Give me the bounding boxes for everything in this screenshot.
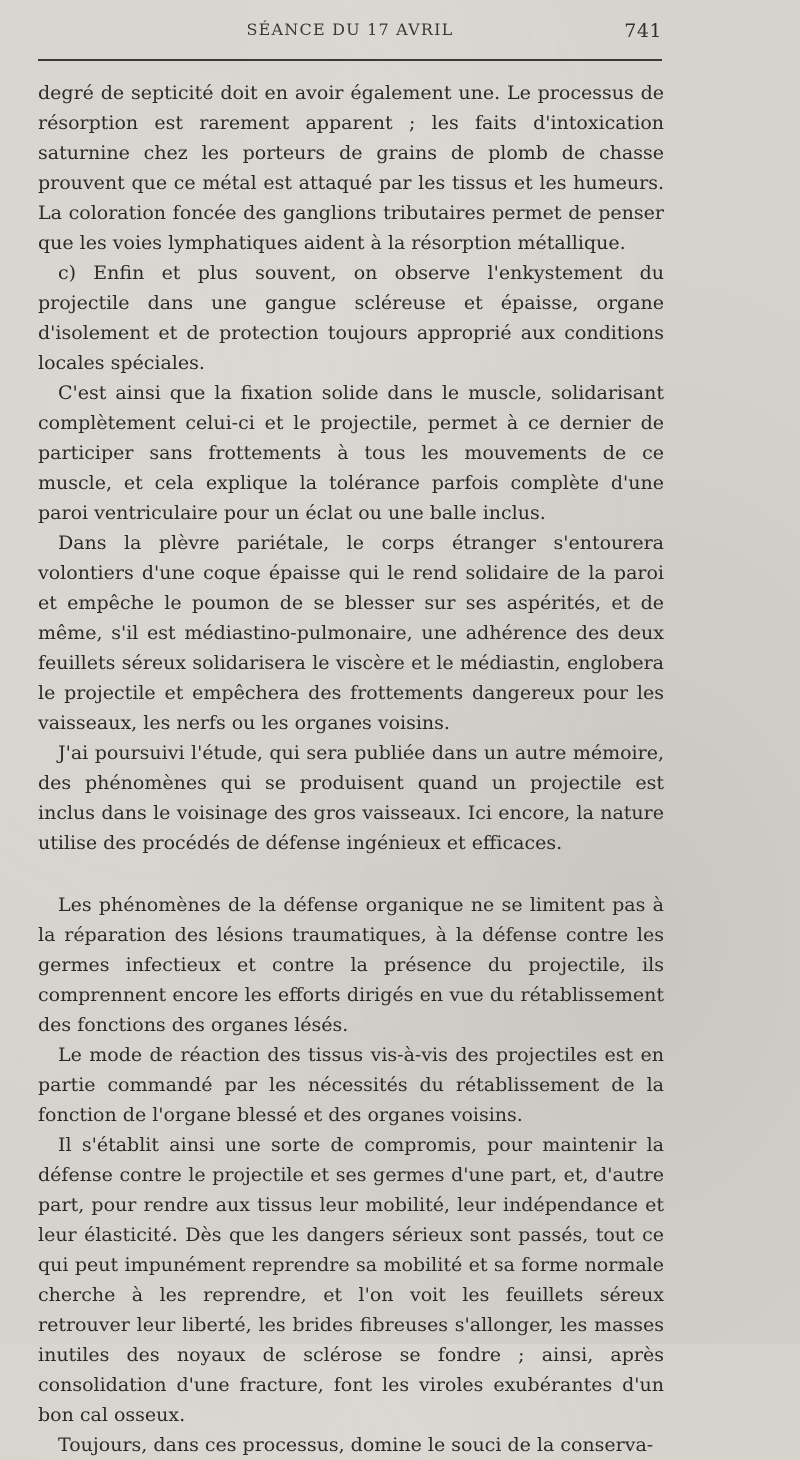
paragraph-6: Les phénomènes de la défense organique ne se limitent pas à la réparation des lésions traumatiques, à la défense contre les germes infectieux et contre la présence du projectile, ils comprennent encore les efforts dirigés en vue du rétablissement des fonctions des organes lésés. xyxy=(38,894,664,1036)
paragraph-1: degré de septicité doit en avoir également une. Le processus de résorption est rarement apparent ; les faits d'intoxication saturnine chez les porteurs de grains de plomb de chasse prouvent que ce métal est attaqué par les tissus et les humeurs. La coloration foncée des ganglions tributaires permet de penser que les voies lymphatiques aident à la résorption métallique. xyxy=(38,82,664,254)
paragraph-7: Le mode de réaction des tissus vis-à-vis des projectiles est en partie commandé par les nécessités du rétablissement de la fonction de l'organe blessé et des organes voisins. xyxy=(38,1044,664,1126)
running-title: SÉANCE DU 17 AVRIL xyxy=(246,20,454,39)
paragraph-2: c) Enfin et plus souvent, on observe l'enkystement du projectile dans une gangue scléreuse et épaisse, organe d'isolement et de protection toujours approprié aux conditions locales spéciales. xyxy=(38,262,664,374)
header-rule xyxy=(38,59,662,61)
paragraph-5: J'ai poursuivi l'étude, qui sera publiée dans un autre mémoire, des phénomènes qui se produisent quand un projectile est inclus dans le voisinage des gros vaisseaux. Ici encore, la nature utilise des procédés de défense ingénieux et efficaces. xyxy=(38,742,664,854)
paragraph-8: Il s'établit ainsi une sorte de compromis, pour maintenir la défense contre le projectile et ses germes d'une part, et, d'autre part, pour rendre aux tissus leur mobilité, leur indépendance et leur élasticité. Dès que les dangers sérieux sont passés, tout ce qui peut impunément reprendre sa mobilité et sa forme normale cherche à les reprendre, et l'on voit les feuillets séreux retrouver leur liberté, les brides fibreuses s'allonger, les masses inutiles des noyaux de sclérose se fondre ; ainsi, après consolidation d'une fracture, font les viroles exubérantes d'un bon cal osseux. xyxy=(38,1134,664,1426)
page-number: 741 xyxy=(624,20,662,42)
paragraph-9: Toujours, dans ces processus, domine le souci de la conserva- xyxy=(58,1434,654,1456)
paragraph-4: Dans la plèvre pariétale, le corps étranger s'entourera volontiers d'une coque épaisse qui le rend solidaire de la paroi et empêche le poumon de se blesser sur ses aspérités, et de même, s'il est médiastino-pulmonaire, une adhérence des deux feuillets séreux solidarisera le viscère et le médiastin, englobera le projectile et empêchera des frottements dangereux pour les vaisseaux, les nerfs ou les organes voisins. xyxy=(38,532,664,734)
section-gap xyxy=(38,858,664,890)
running-head xyxy=(38,20,662,46)
paragraph-3: C'est ainsi que la fixation solide dans le muscle, solidarisant complètement celui-ci et le projectile, permet à ce dernier de participer sans frottements à tous les mouvements de ce muscle, et cela explique la tolérance parfois complète d'une paroi ventriculaire pour un éclat ou une balle inclus. xyxy=(38,382,664,524)
body-text xyxy=(38,78,664,1460)
